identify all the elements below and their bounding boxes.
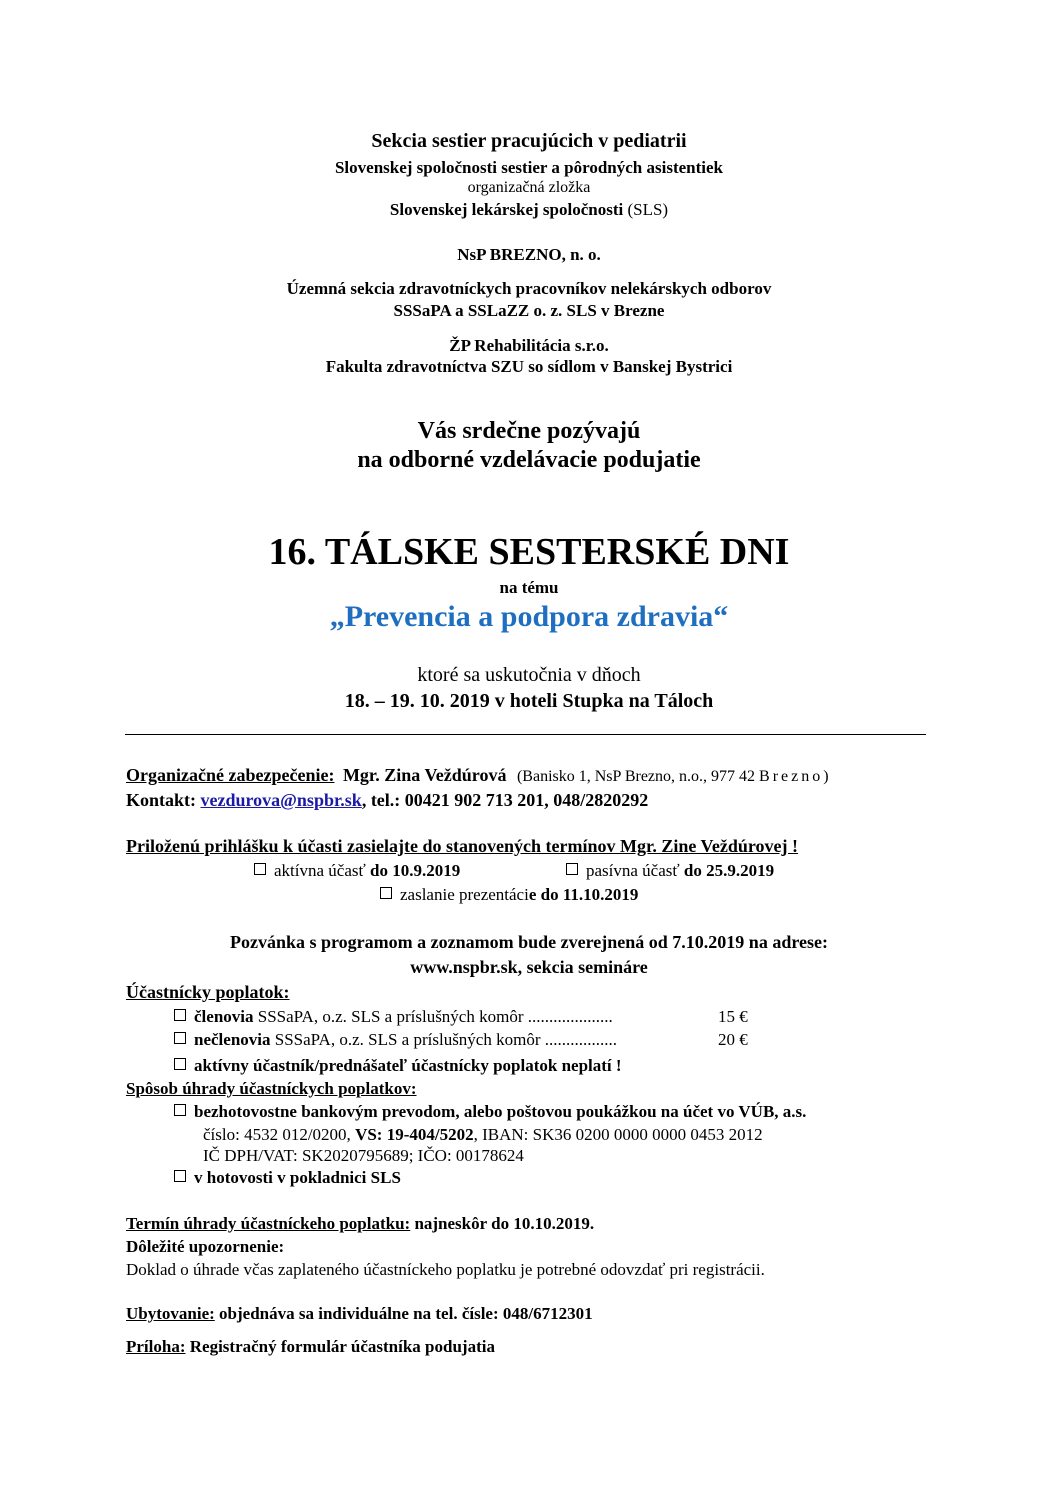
payment-transfer-text: bezhotovostne bankovým prevodom, alebo poštovou poukážkou na účet vo VÚB, a.s.	[194, 1102, 807, 1121]
org-address-b: Brezno)	[759, 768, 832, 785]
separator-rule	[125, 734, 926, 735]
application-heading: Priloženú prihlášku k účasti zasielajte do stanovených termínov Mgr. Zine Veždúrovej !	[126, 836, 798, 856]
fees-members-bold: členovia	[194, 1007, 254, 1026]
deadline-value: najneskôr do 10.10.2019.	[414, 1214, 595, 1233]
header-uzemna2: SSSaPA a SSLaZZ o. z. SLS v Brezne	[393, 301, 665, 320]
notice-text: Doklad o úhrade včas zaplateného účastníckeho poplatku je potrebné odovzdať pri registrácii.	[126, 1260, 765, 1279]
invite-line1: Vás srdečne pozývajú	[417, 418, 641, 444]
checkbox-icon	[174, 1170, 186, 1182]
payment-cash	[174, 1168, 401, 1188]
fees-nonmembers-bold: nečlenovia	[194, 1030, 271, 1049]
org-address-a: (Banisko 1, NsP Brezno, n.o., 977 42	[516, 768, 760, 785]
header-line4-bold: Slovenskej lekárskej spoločnosti	[389, 200, 624, 219]
fees-active-note	[174, 1056, 622, 1076]
accommodation-line	[126, 1304, 593, 1324]
application-active-date: do 10.9.2019	[370, 861, 461, 880]
event-ktore: ktoré sa uskutočnia v dňoch	[417, 664, 641, 686]
notice-label: Dôležité upozornenie:	[126, 1237, 285, 1256]
checkbox-icon	[254, 863, 266, 875]
event-title: 16. TÁLSKE SESTERSKÉ DNI	[268, 531, 790, 573]
org-name: Mgr. Zina Veždúrová	[342, 765, 507, 785]
checkbox-icon	[174, 1104, 186, 1116]
header-nsp: NsP BREZNO, n. o.	[457, 245, 601, 264]
fees-nonmembers	[174, 1030, 617, 1050]
header-line4	[0, 200, 1058, 220]
payment-tax: IČ DPH/VAT: SK2020795689; IČO: 00178624	[203, 1146, 524, 1165]
checkbox-icon	[174, 1058, 186, 1070]
application-active-label: aktívna účasť	[274, 861, 366, 880]
attachment-line	[126, 1337, 495, 1357]
payment-heading: Spôsob úhrady účastníckych poplatkov:	[126, 1079, 417, 1098]
deadline-label: Termín úhrady účastníckeho poplatku:	[126, 1214, 411, 1233]
contact-label: Kontakt:	[126, 790, 197, 810]
fees-nonmembers-text: SSSaPA, o.z. SLS a príslušných komôr .................	[274, 1030, 617, 1049]
header-line4-normal: (SLS)	[627, 200, 669, 219]
payment-account-vs: VS: 19-404/5202	[355, 1125, 474, 1144]
org-label: Organizačné zabezpečenie:	[126, 765, 335, 785]
fees-members	[174, 1007, 613, 1027]
application-presentation	[380, 885, 638, 905]
attachment-value: Registračný formulár účastníka podujatia	[189, 1337, 495, 1356]
checkbox-icon	[566, 863, 578, 875]
fees-members-text: SSSaPA, o.z. SLS a príslušných komôr ....................	[257, 1007, 613, 1026]
contact-line	[126, 790, 648, 811]
payment-transfer	[174, 1102, 806, 1122]
org-address	[517, 768, 832, 785]
header-line2: Slovenskej spoločnosti sestier a pôrodných asistentiek	[334, 158, 724, 177]
contact-email-link[interactable]: vezdurova@nspbr.sk	[200, 790, 362, 810]
program-line2: www.nspbr.sk, sekcia semináre	[410, 957, 648, 977]
org-line	[126, 765, 832, 786]
invite-line2: na odborné vzdelávacie podujatie	[357, 447, 701, 473]
application-presentation-label: zaslanie prezentáci	[400, 885, 529, 904]
header-line1: Sekcia sestier pracujúcich v pediatrii	[371, 130, 687, 152]
checkbox-icon	[380, 887, 392, 899]
application-passive-date: do 25.9.2019	[683, 861, 775, 880]
event-dates: 18. – 19. 10. 2019 v hoteli Stupka na Táloch	[344, 690, 714, 712]
checkbox-icon	[174, 1032, 186, 1044]
header-line3: organizačná zložka	[467, 179, 591, 196]
contact-phones: , tel.: 00421 902 713 201, 048/2820292	[361, 790, 649, 810]
fees-members-price: 15 €	[718, 1007, 748, 1026]
attachment-label: Príloha:	[126, 1337, 186, 1356]
payment-account	[203, 1125, 763, 1145]
fees-heading: Účastnícky poplatok:	[126, 982, 290, 1002]
program-line1: Pozvánka s programom a zoznamom bude zverejnená od 7.10.2019 na adrese:	[230, 932, 828, 952]
application-presentation-date: e do 11.10.2019	[528, 885, 639, 904]
payment-cash-text: v hotovosti v pokladnici SLS	[194, 1168, 401, 1187]
deadline-line	[126, 1214, 594, 1234]
header-uzemna1: Územná sekcia zdravotníckych pracovníkov nelekárskych odborov	[286, 279, 772, 298]
fees-active-note-text: aktívny účastník/prednášateľ účastnícky poplatok neplatí !	[194, 1056, 622, 1075]
accommodation-value: objednáva sa individuálne na tel. čísle: 048/6712301	[219, 1304, 593, 1323]
checkbox-icon	[174, 1009, 186, 1021]
event-na-temu: na tému	[499, 578, 559, 597]
event-theme: „Prevencia a podpora zdravia“	[329, 600, 729, 633]
payment-account-a: číslo: 4532 012/0200,	[203, 1125, 356, 1144]
header-zp: ŽP Rehabilitácia s.r.o.	[449, 336, 609, 355]
accommodation-label: Ubytovanie:	[126, 1304, 215, 1323]
application-active	[254, 861, 460, 881]
application-passive	[566, 861, 774, 881]
header-fakulta: Fakulta zdravotníctva SZU so sídlom v Banskej Bystrici	[325, 357, 733, 376]
fees-nonmembers-price: 20 €	[718, 1030, 748, 1049]
payment-account-b: , IBAN: SK36 0200 0000 0000 0453 2012	[473, 1125, 763, 1144]
application-passive-label: pasívna účasť	[586, 861, 680, 880]
